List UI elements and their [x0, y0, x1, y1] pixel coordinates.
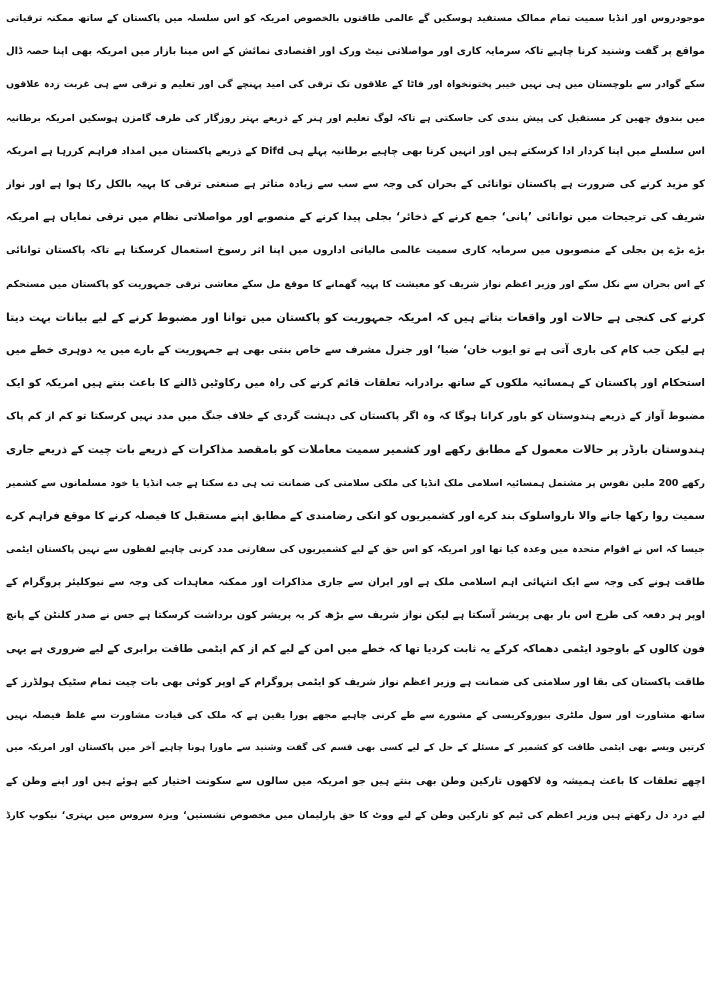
text-line: [6, 832, 705, 865]
text-line: طاقت پاکستان کی بقا اور سلامتی کی ضمانت ہے وزیر اعظم نواز شریف کو ایٹمی پروگرام کے اوپر کوئی بھی بات چیت تمام سٹیک ہولڈرز کے: [6, 676, 705, 688]
text-line: اوپر ہر دفعہ کی طرح اس بار بھی پریشر آسکتا ہے لیکن نواز شریف سے بڑھ کر یہ پریشر کون برداشت کرسکتا ہے جس نے صدر کلنٹن کے پانچ: [6, 610, 705, 622]
text-line: کرتیں ویسے بھی ایٹمی طاقت کو کشمیر کے مسئلے کے حل کے لیے کسی بھی قسم کی گفت وشنید سے ماورا ہونا چاہیے آخر میں پاکستان اور امریکہ میں: [6, 743, 705, 754]
text-line: استحکام اور پاکستان کے ہمسائیہ ملکوں کے ساتھ برادرانہ تعلقات قائم کرنے کی راہ میں رکاوٹیں ڈالنے کا باعث بنتے ہیں امریکہ کو ایک: [6, 377, 705, 390]
text-line: سمیت روا رکھا جانے والا نارواسلوک بند کرے اور کشمیریوں کو انکی رضامندی کے مطابق اپنے مستقبل کا فیصلہ کرنے کا موقع فراہم کرے: [6, 509, 705, 522]
text-line: [6, 865, 705, 898]
text-line: کو مزید کرنے کی ضرورت ہے پاکستان توانائی کے بحران کی وجہ سے سب سے زیادہ متاثر ہے صنعتی ترقی کا پہیہ بالکل رکا ہوا ہے اور نواز: [6, 178, 705, 190]
text-line: [6, 931, 705, 964]
text-line: اچھے تعلقات کا باعث ہمیشہ وہ لاکھوں تارکین وطن بھی بنتے ہیں جو امریکہ میں سالوں سے سکونت اختیار کیے ہوئے ہیں اور اپنے وطن کے: [6, 776, 705, 788]
text-line: میں بندوق چھین کر مستقبل کی پیش بندی کی جاسکتی ہے تاکہ لوگ تعلیم اور ہنر کے ذریعے بہتر روزگار کی طرف گامزن ہوسکیں امریکہ برطانیہ: [6, 112, 705, 124]
text-line: کرنے کی کنجی ہے حالات اور واقعات بتاتے ہیں کہ امریکہ جمہوریت کو پاکستان میں توانا اور مضبوط کرنے کے لیے بیانات بہت دیتا: [6, 310, 705, 324]
text-line: شریف کی ترجیحات میں توانائی ’پانی‘ جمع کرنے کے ذخائر‘ بجلی پیدا کرنے کے منصوبے اور مواصلاتی نظام میں ترقی نمایاں ہے امریکہ: [6, 211, 705, 224]
text-line: جیسا کہ اس نے اقوام متحدہ میں وعدہ کیا تھا اور امریکہ کو اس حق کے لیے کشمیریوں کی سفارتی مدد کرنی چاہیے لفظوں سے نہیں پاکستان ایٹمی: [6, 544, 705, 555]
text-line: مضبوط آواز کے ذریعے ہندوستان کو باور کرانا ہوگا کہ وہ اگر پاکستان کی دہشت گردی کے خلاف جنگ میں مدد نہیں کرسکتا تو کم از کم پاک: [6, 411, 705, 423]
text-line: بڑے بڑے پن بجلی کے منصوبوں میں سرمایہ کاری سمیت عالمی مالیاتی اداروں میں اپنا اثر رسوخ استعمال کرسکتا ہے تاکہ پاکستان توانائی: [6, 245, 705, 257]
article-body: [6, 2, 705, 998]
text-line: فون کالوں کے باوجود ایٹمی دھماکہ کرکے یہ ثابت کردیا تھا کہ خطے میں امن کے لیے کم از کم ایٹمی طاقت برابری کے لیے ضروری ہے یہی: [6, 642, 705, 655]
text-line: لیے درد دل رکھتے ہیں وزیر اعظم کی ٹیم کو تارکین وطن کے لیے ووٹ کا حق پارلیمان میں مخصوص نشستیں‘ ویزہ سروس میں بہتری‘ نیکوپ کارڈ: [6, 809, 705, 821]
text-line: مواقع پر گفت وشنید کرنا چاہیے تاکہ سرمایہ کاری اور مواصلاتی نیٹ ورک اور اقتصادی نمائش کے اس مینا بازار میں امریکہ بھی اپنا حصہ ڈال: [6, 46, 705, 58]
text-line: اس سلسلے میں اپنا کردار ادا کرسکتے ہیں اور انہیں کرنا بھی چاہیے برطانیہ پہلے ہی Difd کے ذریعے پاکستان میں امداد فراہم کررہا ہے امریکہ: [6, 145, 705, 157]
text-line: سکے گوادر سے بلوچستان میں ہی نہیں خیبر پختونخواہ اور فاٹا کے علاقوں تک ترقی کی امید پہنچے گی اور تعلیم و ترقی سے ہی غربت زدہ علاقوں: [6, 79, 705, 91]
text-line: [6, 964, 705, 997]
text-line: کے اس بحران سے نکل سکے اور وزیر اعظم نواز شریف کو معیشت کا پہیہ گھمانے کا موقع مل سکے معاشی ترقی جمہوریت کو پاکستان میں مستحکم: [6, 278, 705, 290]
text-line: ہے لیکن جب کام کی باری آتی ہے تو ایوب خان‘ ضیا‘ اور جنرل مشرف سے خاص بنتی بھی ہے جمہوریت کے بارے میں یہ دوہری خطے میں: [6, 343, 705, 356]
text-line: موجودروس اور انڈیا سمیت تمام ممالک مستفید ہوسکیں گے عالمی طاقتوں بالخصوص امریکہ کو اس سلسلہ میں پاکستان کے ساتھ ممکنہ ترقیاتی: [6, 13, 705, 24]
text-line: رکھے 200 ملین نفوس پر مشتمل ہمسائیہ اسلامی ملک انڈیا کی ملکی سلامتی کی ضمانت تب ہی دے سکتا ہے جب انڈیا یا خود مسلمانوں سے کشمیر: [6, 477, 705, 489]
text-line: [6, 898, 705, 931]
text-line: ساتھ مشاورت اور سول ملٹری بیوروکریسی کے مشورے سے طے کرنی چاہیے مجھے پورا یقین ہے کہ ملک کی قیادت مشاورت سے غلط فیصلہ نہیں: [6, 709, 705, 721]
text-line: طاقت ہونے کی وجہ سے ایک انتہائی اہم اسلامی ملک ہے اور ایران سے جاری مذاکرات اور ممکنہ معاہدات کی وجہ سے نیوکلیئر پروگرام کے: [6, 577, 705, 589]
text-line: ہندوستان بارڈر پر حالات معمول کے مطابق رکھے اور کشمیر سمیت معاملات کو بامقصد مذاکرات کے ذریعے بات چیت کے ذریعے جاری: [6, 443, 705, 457]
